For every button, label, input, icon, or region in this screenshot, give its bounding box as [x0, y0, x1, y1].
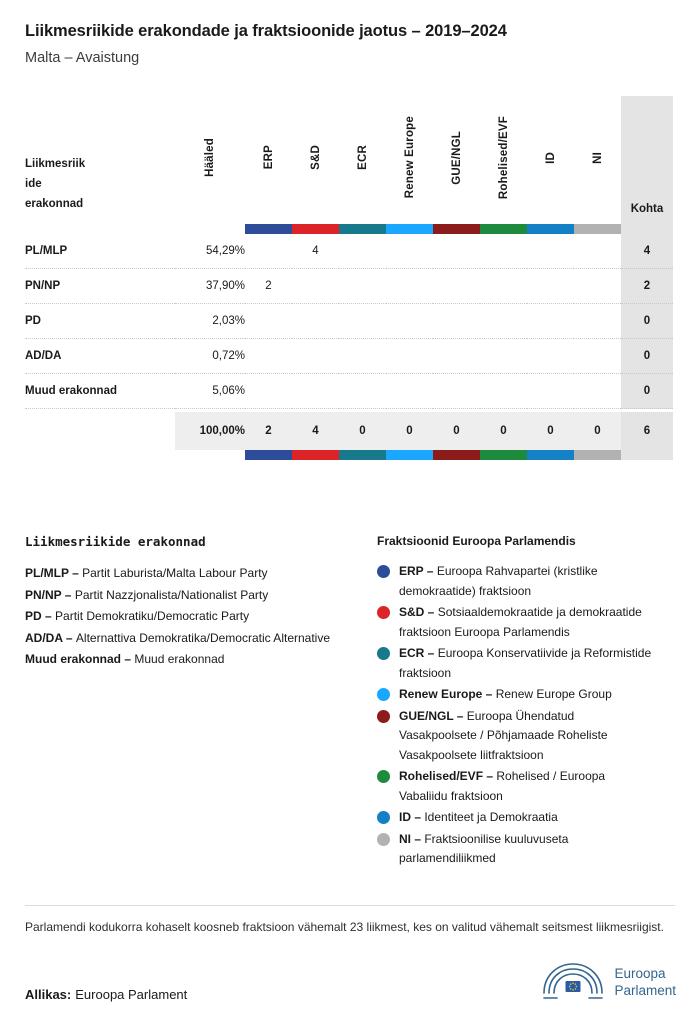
table-row	[25, 234, 673, 269]
group-color-bar-cell	[245, 450, 292, 460]
group-seat-cell	[527, 339, 574, 374]
source-value: Euroopa Parlament	[75, 987, 188, 1002]
group-column-header-label: GUE/NGL	[450, 130, 463, 185]
votes-cell: 37,90%	[175, 269, 245, 304]
group-legend-text: GUE/NGL – Euroopa Ühendatud Vasakpoolsete / Põhjamaade Roheliste Vasakpoolsete liitfraktsioon	[399, 708, 608, 762]
group-column-header-id	[527, 96, 574, 224]
group-seat-cell	[386, 269, 433, 304]
group-color-bar	[433, 450, 480, 460]
seats-cell: 0	[621, 339, 673, 374]
group-color-bar	[245, 450, 292, 460]
group-legend-item	[377, 707, 675, 766]
group-column-header-s-d	[292, 96, 339, 224]
source-label: Allikas:	[25, 987, 72, 1002]
group-seat-cell	[480, 269, 527, 304]
group-color-bar-cell	[386, 450, 433, 460]
group-seat-cell	[245, 374, 292, 409]
table-row	[25, 304, 673, 339]
group-color-bar-cell	[292, 224, 339, 234]
group-color-bar	[527, 224, 574, 234]
group-seat-cell	[339, 304, 386, 339]
group-color-bar-row	[25, 450, 673, 460]
group-seat-cell: 4	[292, 234, 339, 269]
group-legend-abbr: NI –	[399, 831, 425, 846]
group-color-bar	[339, 224, 386, 234]
group-seat-cell	[245, 234, 292, 269]
europarl-logo-line2: Parlament	[614, 983, 676, 998]
seats-cell: 0	[621, 304, 673, 339]
europarl-logo	[541, 960, 676, 1004]
group-color-bar	[480, 224, 527, 234]
table-row	[25, 269, 673, 304]
seats-column-header-label: Kohta	[630, 203, 664, 215]
group-seat-cell	[386, 304, 433, 339]
party-legend-abbr: PL/MLP –	[25, 566, 83, 580]
group-seat-cell	[527, 374, 574, 409]
group-color-bar-cell	[480, 224, 527, 234]
group-legend-abbr: Renew Europe –	[399, 687, 496, 701]
group-color-bar	[574, 224, 621, 234]
seats-column-header	[621, 96, 673, 224]
table-header-row	[25, 96, 673, 224]
group-color-bar-cell	[386, 224, 433, 234]
group-legend-abbr: Rohelised/EVF –	[399, 769, 497, 783]
party-cell: Muud erakonnad	[25, 374, 175, 409]
seats-cell: 2	[621, 269, 673, 304]
group-color-bar	[480, 450, 527, 460]
group-color-bar	[245, 224, 292, 234]
total-group-seat-cell: 0	[480, 412, 527, 450]
group-color-bar	[292, 224, 339, 234]
europarl-logo-text	[614, 965, 676, 999]
group-legend-text: Renew Europe – Renew Europe Group	[399, 687, 612, 701]
group-legend-item	[377, 830, 675, 869]
seats-column-fill	[621, 450, 673, 460]
group-legend	[377, 534, 675, 871]
total-group-seat-cell: 0	[386, 412, 433, 450]
group-seat-cell	[433, 304, 480, 339]
total-group-seat-cell: 4	[292, 412, 339, 450]
group-seat-cell	[386, 374, 433, 409]
group-column-header-label: ERP	[262, 145, 275, 170]
party-legend-item: AD/DA – Alternattiva Demokratika/Democratic Alternative	[25, 630, 331, 645]
group-seat-cell	[292, 304, 339, 339]
results-table	[25, 96, 673, 460]
group-legend-abbr: ID –	[399, 810, 425, 824]
empty-cell	[175, 224, 245, 234]
votes-cell: 5,06%	[175, 374, 245, 409]
group-color-bar-cell	[480, 450, 527, 460]
group-seat-cell	[527, 234, 574, 269]
group-seat-cell	[527, 304, 574, 339]
party-cell: AD/DA	[25, 339, 175, 374]
group-seat-cell	[339, 374, 386, 409]
votes-cell: 2,03%	[175, 304, 245, 339]
group-color-bar-row	[25, 224, 673, 234]
group-column-header-label: S&D	[309, 145, 322, 170]
group-seat-cell	[574, 234, 621, 269]
footnote-text: Parlamendi kodukorra kohaselt koosneb fraktsioon vähemalt 23 liikmest, kes on valitud vähemalt seitsmest liikmesriigist.	[25, 905, 675, 937]
group-color-bar	[292, 450, 339, 460]
group-seat-cell	[433, 374, 480, 409]
page-title: Liikmesriikide erakondade ja fraktsioonide jaotus – 2019–2024	[25, 22, 507, 40]
votes-cell: 0,72%	[175, 339, 245, 374]
group-legend-text: ERP – Euroopa Rahvapartei (kristlike demokraatide) fraktsioon	[399, 564, 598, 598]
empty-cell	[25, 224, 175, 234]
group-color-bar-cell	[433, 450, 480, 460]
party-legend-item: PN/NP – Partit Nazzjonalista/Nationalist Party	[25, 587, 269, 602]
seats-cell: 0	[621, 374, 673, 409]
party-cell: PN/NP	[25, 269, 175, 304]
group-column-header-renew-europe	[386, 96, 433, 224]
party-cell: PL/MLP	[25, 234, 175, 269]
group-color-bar-cell	[339, 450, 386, 460]
group-legend-text: ECR – Euroopa Konservatiivide ja Reformistide fraktsioon	[399, 646, 652, 680]
total-group-seat-cell: 0	[527, 412, 574, 450]
group-color-bar	[386, 450, 433, 460]
group-seat-cell	[574, 269, 621, 304]
group-column-header-gue-ngl	[433, 96, 480, 224]
group-seat-cell: 2	[245, 269, 292, 304]
party-column-header	[25, 96, 175, 224]
europarl-logo-mark	[541, 960, 605, 1004]
votes-column-header	[175, 96, 245, 224]
party-legend-abbr: AD/DA –	[25, 630, 76, 645]
group-legend-item	[377, 767, 675, 806]
table-row	[25, 339, 673, 374]
total-group-seat-cell: 2	[245, 412, 292, 450]
group-seat-cell	[480, 374, 527, 409]
group-legend-items	[377, 562, 675, 869]
group-color-dot	[377, 811, 390, 824]
group-column-header-label: Rohelised/EVF	[497, 115, 510, 200]
group-color-dot	[377, 833, 390, 846]
group-color-bar-cell	[527, 224, 574, 234]
votes-cell: 54,29%	[175, 234, 245, 269]
party-legend-item: Muud erakonnad – Muud erakonnad	[25, 652, 225, 666]
total-group-seat-cell: 0	[339, 412, 386, 450]
europarl-logo-line1: Euroopa	[614, 966, 666, 981]
party-legend-item: PD – Partit Demokratiku/Democratic Party	[25, 609, 250, 623]
total-group-seat-cell: 0	[574, 412, 621, 450]
group-legend-abbr: ERP –	[399, 564, 437, 578]
group-legend-abbr: ECR –	[399, 646, 438, 660]
page-subtitle: Malta – Avaistung	[25, 50, 140, 66]
votes-column-header-label: Hääled	[204, 138, 216, 177]
group-column-header-label: NI	[591, 152, 604, 164]
group-legend-item	[377, 562, 675, 601]
group-seat-cell	[480, 234, 527, 269]
group-color-bar	[433, 224, 480, 234]
group-seat-cell	[574, 304, 621, 339]
total-row	[25, 412, 673, 450]
group-seat-cell	[339, 269, 386, 304]
group-seat-cell	[574, 339, 621, 374]
group-seat-cell	[433, 269, 480, 304]
group-column-header-label: Renew Europe	[403, 116, 416, 199]
total-votes-cell: 100,00%	[175, 412, 245, 450]
party-column-header-label: Liikmesriikide erakonnad	[25, 158, 86, 210]
party-legend-abbr: Muud erakonnad –	[25, 652, 135, 666]
group-color-dot	[377, 688, 390, 701]
party-legend-item: PL/MLP – Partit Laburista/Malta Labour Party	[25, 566, 268, 580]
group-color-bar-cell	[574, 224, 621, 234]
total-group-seat-cell: 0	[433, 412, 480, 450]
group-color-bar-cell	[433, 224, 480, 234]
group-color-bar-cell	[339, 224, 386, 234]
group-seat-cell	[292, 339, 339, 374]
group-column-header-rohelised-evf	[480, 96, 527, 224]
group-seat-cell	[339, 339, 386, 374]
group-seat-cell	[386, 339, 433, 374]
group-legend-item	[377, 644, 675, 683]
group-column-header-label: ID	[544, 152, 557, 164]
group-color-bar-cell	[574, 450, 621, 460]
group-color-dot	[377, 710, 390, 723]
group-color-bar	[386, 224, 433, 234]
group-legend-title: Fraktsioonid Euroopa Parlamendis	[377, 534, 576, 548]
group-seat-cell	[433, 234, 480, 269]
group-legend-abbr: GUE/NGL –	[399, 708, 467, 723]
party-legend	[25, 534, 377, 871]
group-legend-abbr: S&D –	[399, 605, 438, 619]
group-color-dot	[377, 770, 390, 783]
group-legend-item	[377, 685, 675, 705]
group-color-bar	[574, 450, 621, 460]
group-color-dot	[377, 606, 390, 619]
party-legend-items	[25, 563, 377, 671]
legends-section	[25, 534, 675, 871]
seats-column-fill	[621, 224, 673, 234]
empty-cell	[25, 450, 175, 460]
seats-cell: 4	[621, 234, 673, 269]
party-legend-abbr: PD –	[25, 609, 56, 623]
party-cell: PD	[25, 304, 175, 339]
group-legend-text: ID – Identiteet ja Demokraatia	[399, 810, 558, 824]
group-legend-text: NI – Fraktsioonilise kuuluvuseta parlamendiliikmed	[399, 831, 569, 865]
empty-cell	[25, 412, 175, 450]
group-seat-cell	[433, 339, 480, 374]
group-seat-cell	[386, 234, 433, 269]
party-legend-abbr: PN/NP –	[25, 587, 75, 602]
group-seat-cell	[339, 234, 386, 269]
group-seat-cell	[292, 374, 339, 409]
group-seat-cell	[480, 304, 527, 339]
group-color-bar-cell	[292, 450, 339, 460]
group-column-header-erp	[245, 96, 292, 224]
group-color-dot	[377, 565, 390, 578]
group-legend-item	[377, 603, 675, 642]
group-seat-cell	[245, 304, 292, 339]
party-legend-title: Liikmesriikide erakonnad	[25, 534, 206, 549]
group-seat-cell	[480, 339, 527, 374]
group-color-bar-cell	[527, 450, 574, 460]
total-seats-cell: 6	[621, 412, 673, 450]
group-color-bar-cell	[245, 224, 292, 234]
group-column-header-ecr	[339, 96, 386, 224]
table-row	[25, 374, 673, 409]
group-color-bar	[339, 450, 386, 460]
group-legend-text: S&D – Sotsiaaldemokraatide ja demokraatide fraktsioon Euroopa Parlamendis	[399, 605, 642, 639]
group-seat-cell	[527, 269, 574, 304]
source-line	[25, 987, 187, 1002]
group-seat-cell	[292, 269, 339, 304]
group-seat-cell	[245, 339, 292, 374]
group-column-header-label: ECR	[356, 145, 369, 170]
group-color-bar	[527, 450, 574, 460]
group-color-dot	[377, 647, 390, 660]
group-legend-item	[377, 808, 675, 828]
group-seat-cell	[574, 374, 621, 409]
empty-cell	[175, 450, 245, 460]
group-column-header-ni	[574, 96, 621, 224]
group-legend-text: Rohelised/EVF – Rohelised / Euroopa Vabaliidu fraktsioon	[399, 769, 606, 803]
